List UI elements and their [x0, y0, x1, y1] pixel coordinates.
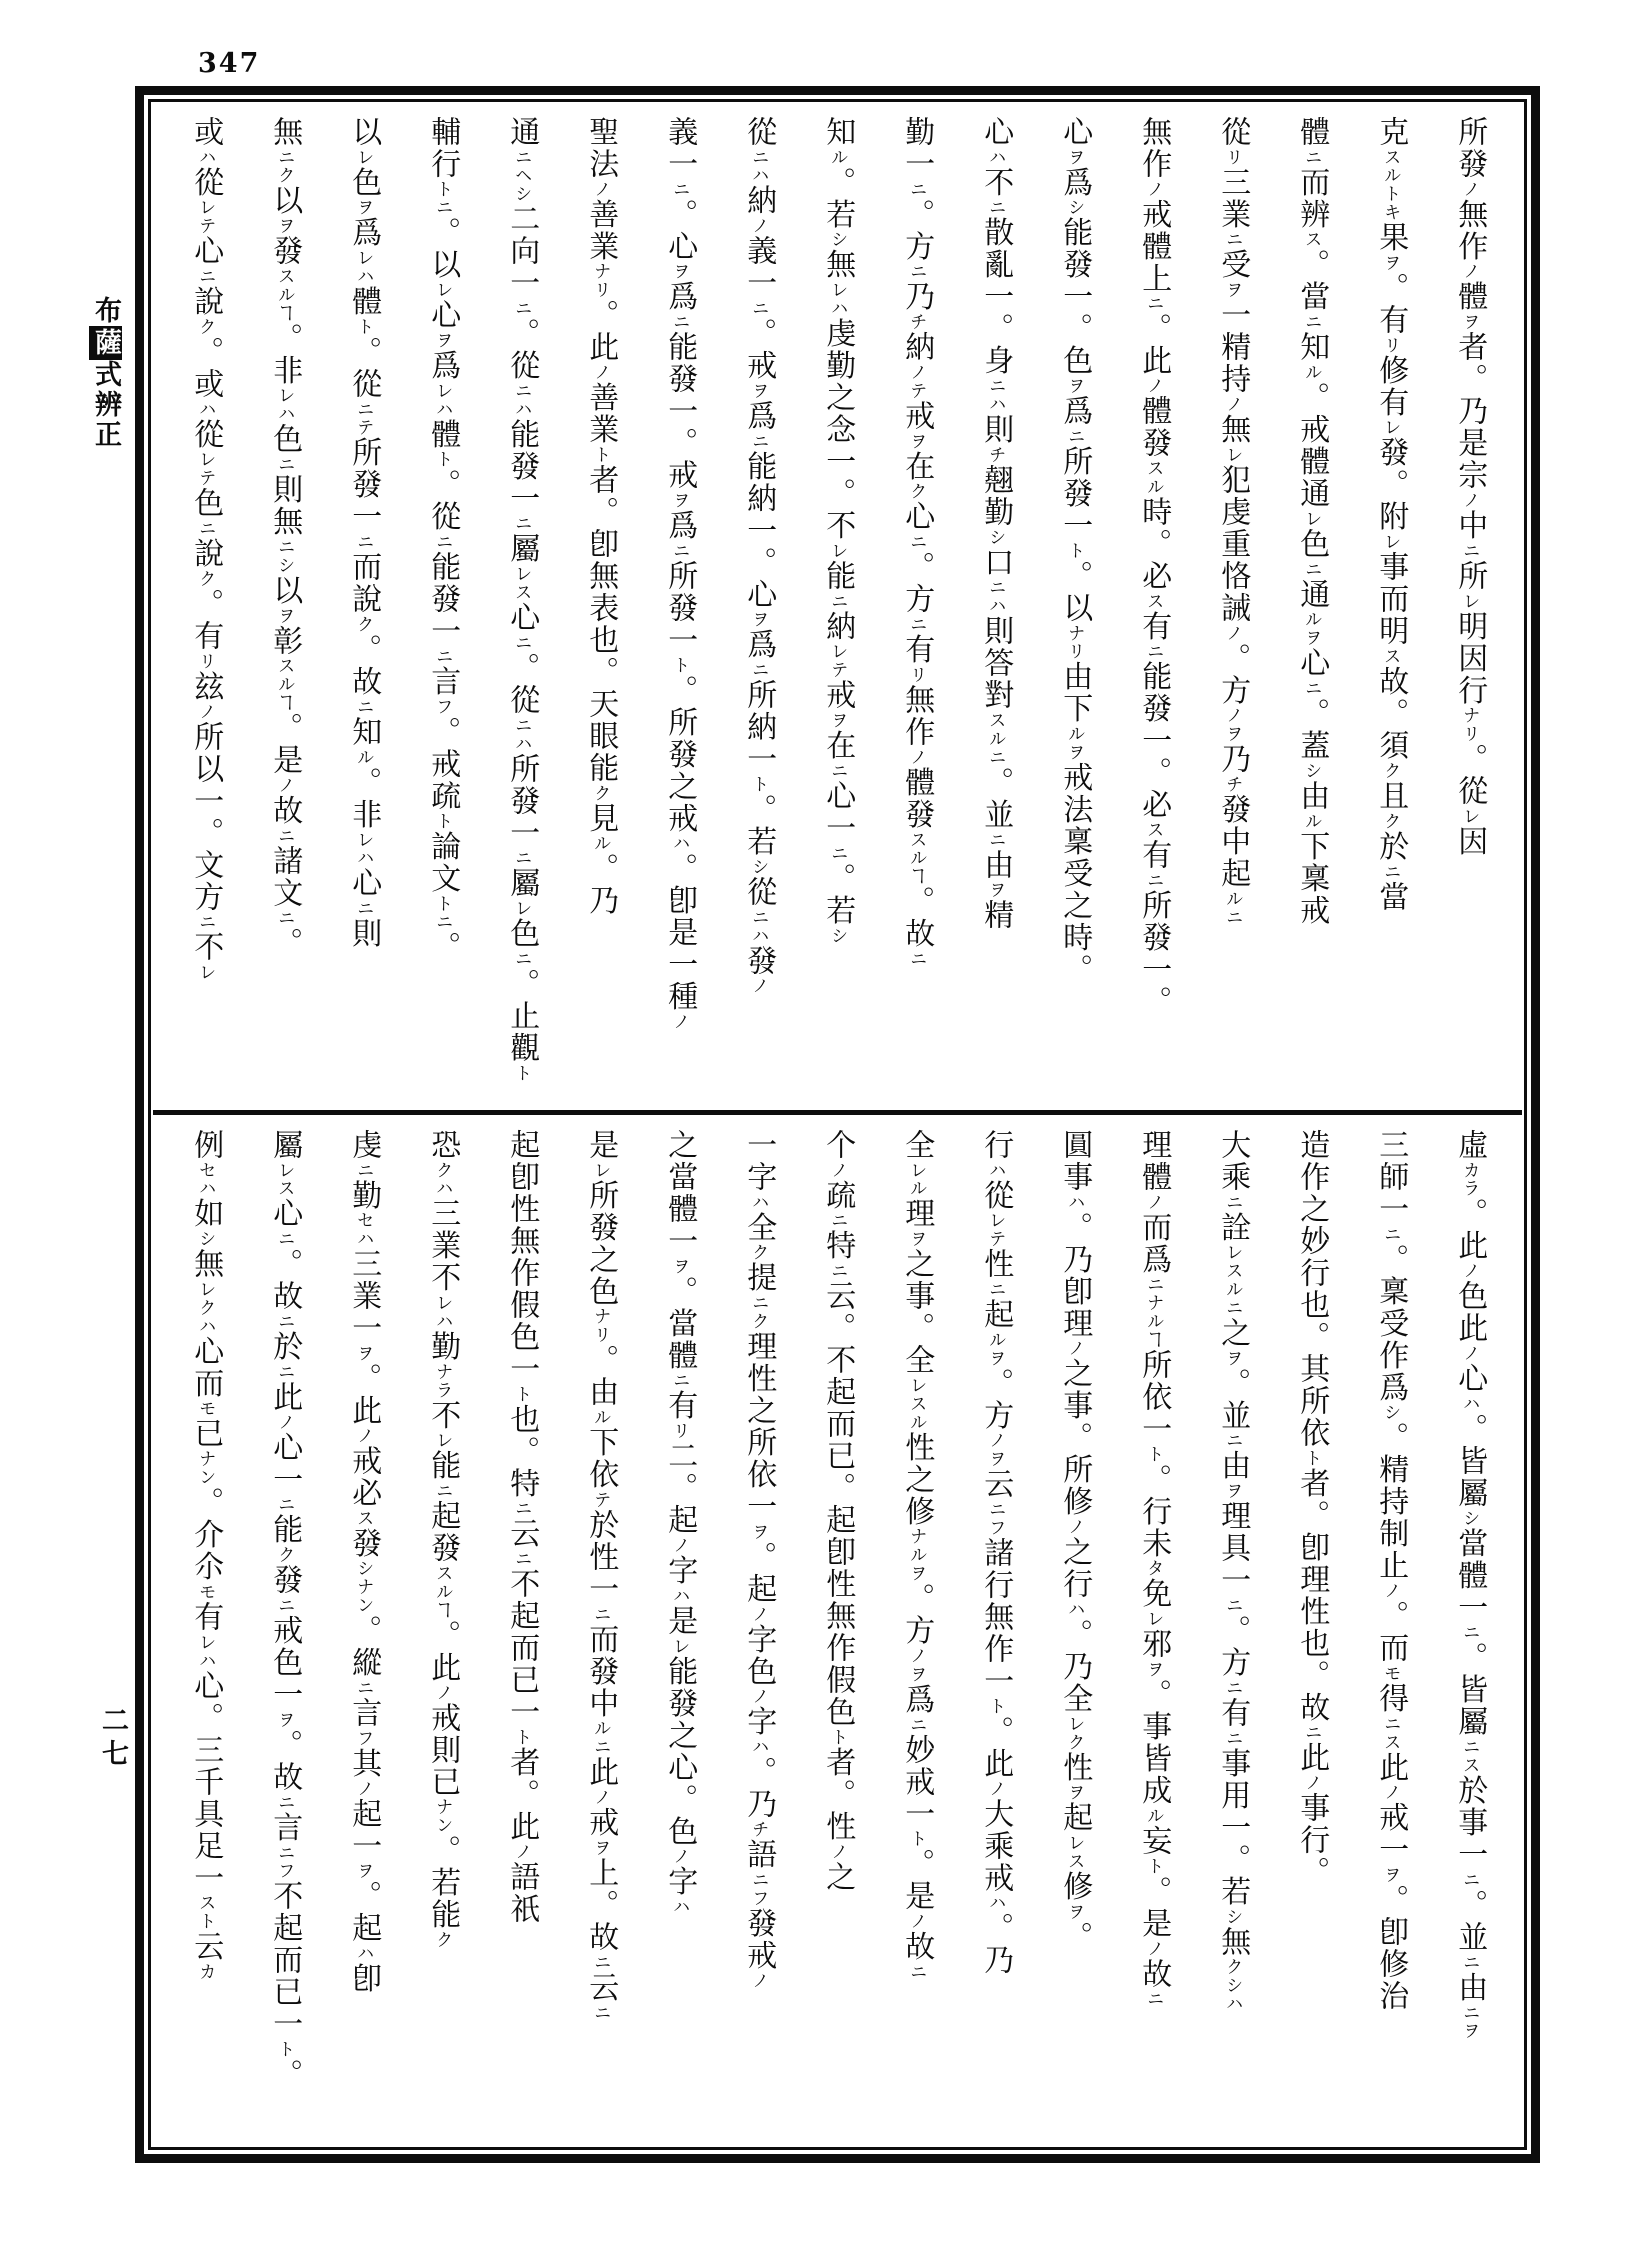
text-column: 恐クハ三業不レハ勤ナラ不レ能ニ起發スルヿ。此ノ戒則已ナン。若能ク — [425, 1129, 461, 1950]
text-column: 心ハ不ニ散亂一。身ニハ則チ翹勤シ口ニハ則答對スルニ。並ニ由ヲ精 — [978, 116, 1014, 932]
text-column: 行ハ從レテ性ニ起ルヲ。方ノヲ云ニフ諸行無作一ト。此ノ大乘戒ハ。乃 — [978, 1129, 1014, 1977]
text-column: 个ノ疏ニ特ニ云。不起而已。起卽性無作假色ト者。性ノ之 — [820, 1129, 856, 1894]
upper-band — [151, 102, 1524, 1110]
text-column: 圓事ハ。乃卽理ノ之事。所修ノ之行ハ。乃全レク性ヲ起レス修ヲ。 — [1057, 1129, 1093, 1954]
text-column: 屬レス心ニ。故ニ於ニ此ノ心一ニ能ク發ニ戒色一ヲ。故ニ言ニフ不起而已一ト。 — [267, 1129, 303, 2091]
page-number: 347 — [198, 48, 261, 79]
text-column: 無ニク以ヲ發スルヿ。非レハ色ニ則無ニシ以ヲ彰スルヿ。是ノ故ニ諸文ニ。 — [267, 116, 303, 960]
margin-title — [92, 296, 119, 450]
text-column: 無作ノ戒體上ニ。此ノ體發スル時。必ス有ニ能發一。必ス有ニ所發一。 — [1136, 116, 1172, 1018]
text-column: 義一ニ。心ヲ爲ニ能發一。戒ヲ爲ニ所發一ト。所發之戒ハ。卽是一種ノ — [662, 116, 698, 1032]
text-column: 心ヲ爲シ能發一。色ヲ爲ニ所發一ト。以ナリ由下ルヲ戒法稟受之時。 — [1057, 116, 1093, 986]
text-column: 所發ノ無作ノ體ヲ者。乃是宗ノ中ニ所レ明因行ナリ。從レ因 — [1452, 116, 1488, 858]
text-frame — [135, 86, 1540, 2163]
text-column: 三師一ニ。稟受作爲シ。精持制止ノ。而モ得ニス此ノ戒一ヲ。卽修治 — [1373, 1129, 1409, 2013]
text-column: 勤一ニ。方ニ乃チ納ノテ戒ヲ在ク心ニ。方ニ有リ無作ノ體發スルヿ。故ニ — [899, 116, 935, 969]
frame-inner — [148, 99, 1527, 2150]
text-column: 輔行トニ。以レ心ヲ爲レハ體ト。從ニ能發一ニ言フ。戒疏ト論文トニ。 — [425, 116, 461, 964]
text-column: 體ニ而辨ス。當ニ知ル。戒體通レ色ニ通ルヲ心ニ。蓋シ由ル下稟戒 — [1294, 116, 1330, 927]
title-char: 正 — [90, 420, 121, 450]
text-column: 通ニヘシ二向一ニ。從ニハ能發一ニ屬レス心ニ。從ニハ所發一ニ屬レ色ニ。止觀ト — [504, 116, 540, 1083]
text-column: 聖法ノ善業ナリ。此ノ善業ト者。卽無表也。天眼能ク見ル。乃 — [583, 116, 619, 917]
lower-band — [151, 1115, 1524, 2147]
title-char: 薩 — [90, 328, 121, 358]
title-char: 辨 — [90, 390, 121, 420]
text-column: 克スルトキ果ヲ。有リ修有レ發。附レ事而明ス故。須ク且ク於ニ當 — [1373, 116, 1409, 913]
title-char: 式 — [90, 360, 121, 390]
title-char: 布 — [90, 296, 121, 326]
text-column: 全レル理ヲ之事。全レスル性之修ナルヲ。方ノヲ爲ニ妙戒一ト。是ノ故ニ — [899, 1129, 935, 1982]
text-column: 以レ色ヲ爲レハ體ト。從ニテ所發一ニ而說ク。故ニ知ル。非レハ心ニ則 — [346, 116, 382, 950]
text-column: 大乘ニ詮レスルニ之ヲ。並ニ由ヲ理具一ニ。方ニ有ニ事用一。若シ無クシハ — [1215, 1129, 1251, 2014]
text-column: 一字ハ全ク提ニク理性之所依一ヲ。起ノ字色ノ字ハ。乃チ語ニフ發戒ノ — [741, 1129, 777, 1990]
text-column: 例セハ如シ無レクハ心而モ已ナン。介尒モ有レハ心。三千具足一スト云カ — [188, 1129, 224, 1982]
text-column: 知ル。若シ無レハ虔勤之念一。不レ能ニ納レテ戒ヲ在ニ心一ニ。若シ — [820, 116, 856, 945]
text-column: 從リ三業ニ受ヲ一精持ノ無レ犯虔重恪誡ノ。方ノヲ乃チ發中起ルニ — [1215, 116, 1251, 927]
text-column: 或ハ從レテ心ニ說ク。或ハ從レテ色ニ說ク。有リ玆ノ所以一。文方ニ不レ — [188, 116, 224, 982]
folio-number: 二七 — [97, 1706, 128, 1772]
text-column: 虔ニ勤セハ三業一ヲ。此ノ戒必ス發シナン。縱ニ言フ其ノ起一ヲ。起ハ卽 — [346, 1129, 382, 1995]
text-column: 理體ノ而爲ニナルヿ所依一ト。行未タ免レ邪ヲ。事皆成ル妄ト。是ノ故ニ — [1136, 1129, 1172, 2009]
text-column: 是レ所發之色ナリ。由ル下依テ於性一ニ而發中ルニ此ノ戒ヲ上。故ニ云ニ — [583, 1129, 619, 2022]
text-column: 從ニハ納ノ義一ニ。戒ヲ爲ニ能納一。心ヲ爲ニ所納一ト。若シ從ニハ發ノ — [741, 116, 777, 996]
text-column: 造作之妙行也。其所依ト者。卽理性也。故ニ此ノ事行。 — [1294, 1129, 1330, 1889]
text-column: 虛カラ。此ノ色此ノ心ハ。皆屬シ當體一ニ。皆屬ニス於事一ニ。並ニ由ニヲ — [1452, 1129, 1488, 2041]
text-column: 起卽性無作假色一ト也。特ニ云ニ不起而已一ト者。此ノ語祇 — [504, 1129, 540, 1926]
text-column: 之當體一ヲ。當體ニ有リ二。起ノ字ハ是レ能發之心。色ノ字ハ — [662, 1129, 698, 1917]
